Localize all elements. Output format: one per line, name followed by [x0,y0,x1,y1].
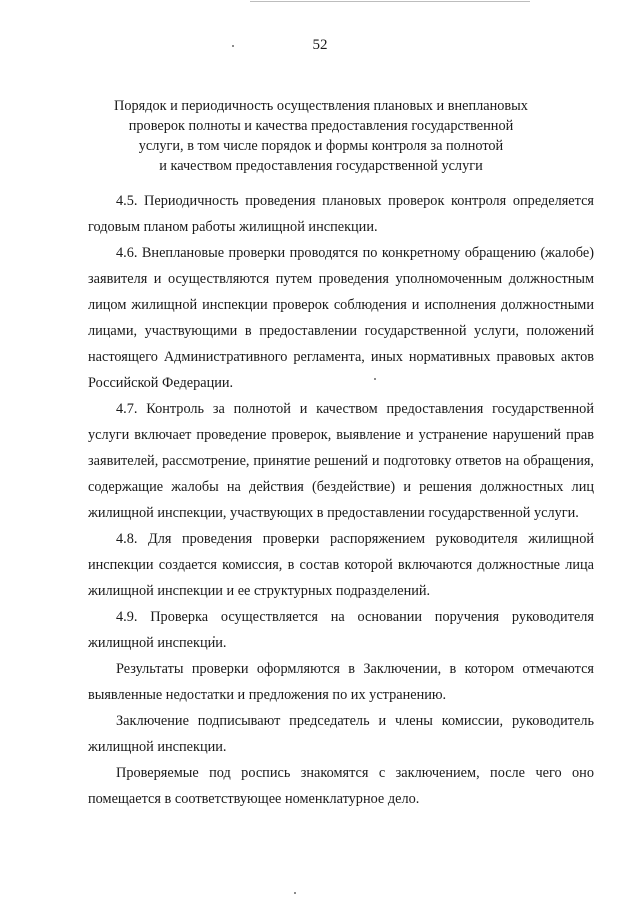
paragraph-4-8: 4.8. Для проведения проверки распоряжением руководителя жилищной инспекции создается комиссия, в состав которой включаются должностные лица жилищной инспекции и ее структурных подразделений. [88,531,594,599]
section-heading [92,96,550,176]
heading-line: проверок полноты и качества предоставления государственной [128,118,514,134]
paragraph-4-7: 4.7. Контроль за полнотой и качеством предоставления государственной услуги включает проведение проверок, выявление и устранение нарушений прав заявителей, рассмотрение, принятие решений и подготовку ответов на обращения, содержащие жалобы на действия (бездействие) и решения должностных лиц жилищной инспекции, участвующих в предоставлении государственной услуги. [88,401,594,521]
heading-line: Порядок и периодичность осуществления плановых и внеплановых [114,98,528,114]
paragraph-4-9: 4.9. Проверка осуществляется на основании поручения руководителя жилищной инспекции. [88,609,594,651]
document-body [88,188,594,812]
paragraph-filing: Проверяемые под роспись знакомятся с заключением, после чего оно помещается в соответствующее номенклатурное дело. [88,765,594,807]
paragraph-4-5: 4.5. Периодичность проведения плановых проверок контроля определяется годовым планом работы жилищной инспекции. [88,193,594,235]
scan-edge-line [250,1,530,2]
heading-line: и качеством предоставления государственной услуги [159,158,483,174]
paragraph-4-6: 4.6. Внеплановые проверки проводятся по конкретному обращению (жалобе) заявителя и осуществляются путем проведения уполномоченным должностным лицом жилищной инспекции проверок соблюдения и исполнения должностными лицами, участвующими в предоставлении государственной услуги, положений настоящего Административного регламента, иных нормативных правовых актов Российской Федерации. [88,245,594,391]
heading-line: услуги, в том числе порядок и формы контроля за полнотой [138,138,504,154]
page-number: 52 [312,37,328,53]
paragraph-signing: Заключение подписывают председатель и члены комиссии, руководитель жилищной инспекции. [88,713,594,755]
paragraph-results: Результаты проверки оформляются в Заключении, в котором отмечаются выявленные недостатки и предложения по их устранению. [88,661,594,703]
scan-speck [294,892,296,894]
